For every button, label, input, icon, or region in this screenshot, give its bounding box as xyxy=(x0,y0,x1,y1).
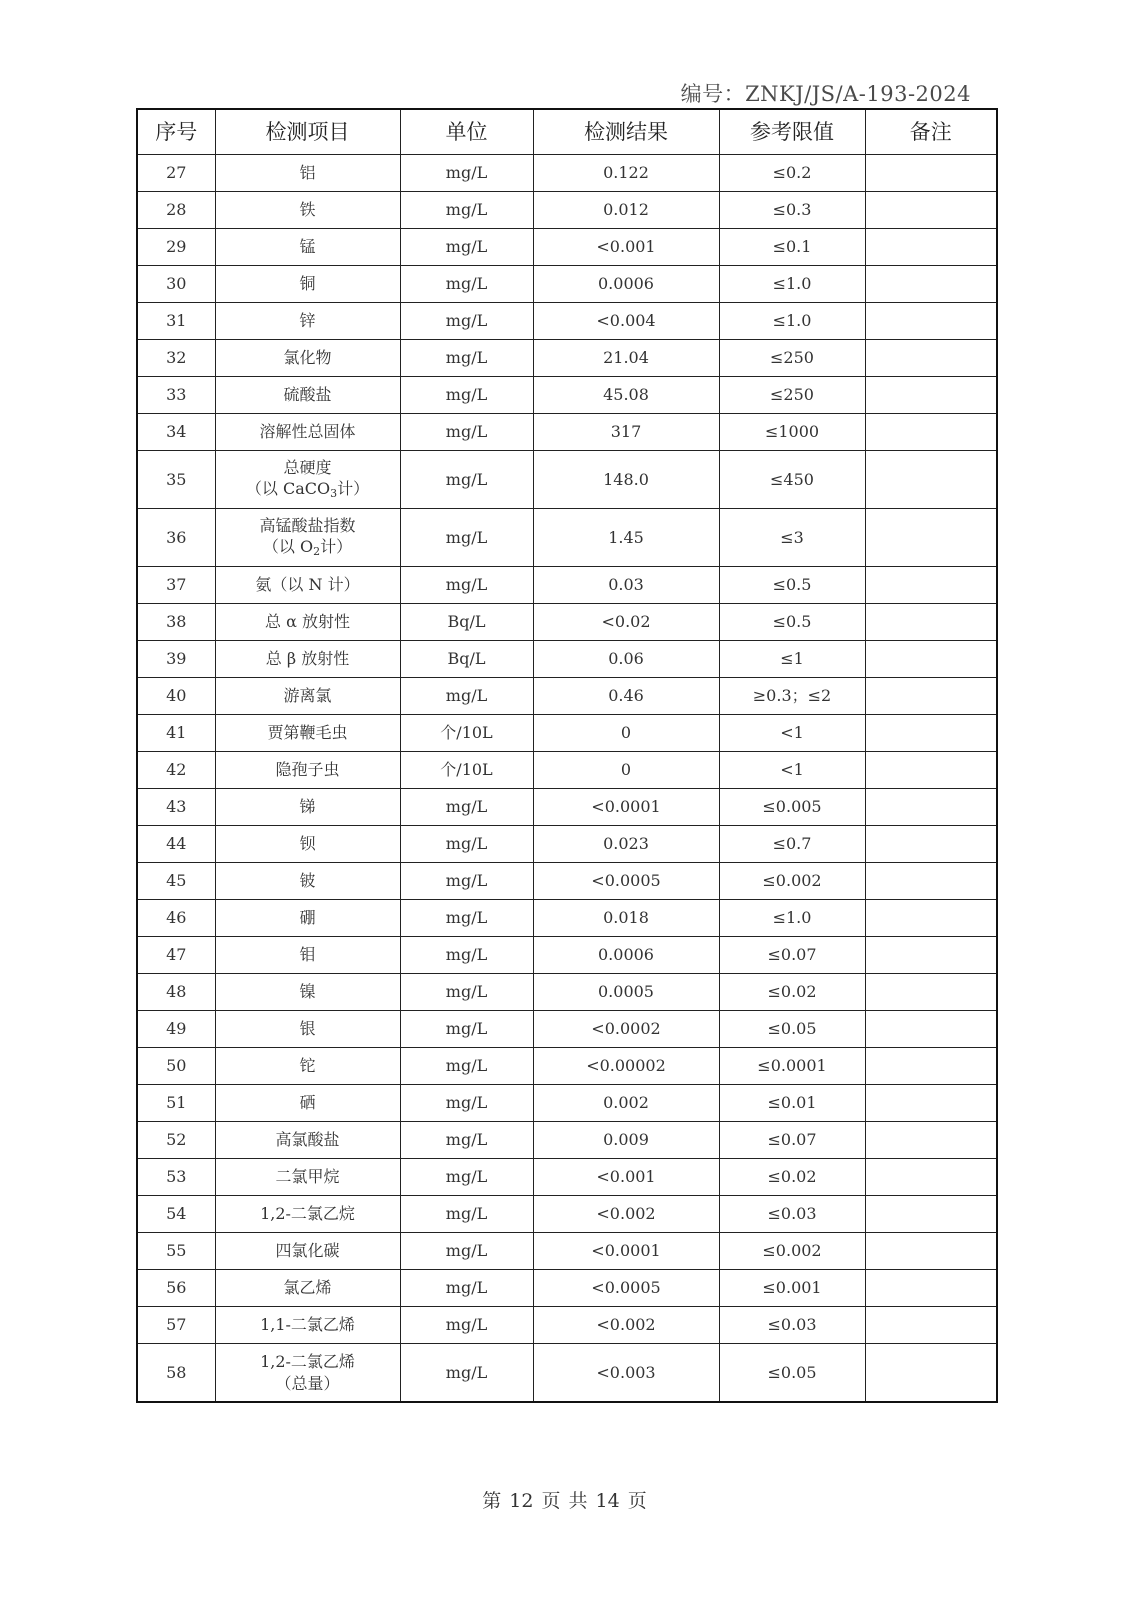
cell-result: 0.06 xyxy=(533,641,719,678)
footer-mid2: 共 xyxy=(568,1490,588,1512)
table-row xyxy=(137,678,997,715)
cell-remark xyxy=(865,414,997,451)
cell-index: 52 xyxy=(137,1122,215,1159)
cell-unit: mg/L xyxy=(400,229,533,266)
cell-unit: mg/L xyxy=(400,974,533,1011)
cell-limit: ≤0.02 xyxy=(719,974,865,1011)
item-name: 氨（以 N 计） xyxy=(255,575,360,595)
table-row xyxy=(137,1233,997,1270)
cell-result: <0.001 xyxy=(533,1159,719,1196)
cell-index: 41 xyxy=(137,715,215,752)
cell-result: 0.023 xyxy=(533,826,719,863)
cell-unit: mg/L xyxy=(400,1122,533,1159)
cell-remark xyxy=(865,303,997,340)
cell-unit: mg/L xyxy=(400,1011,533,1048)
cell-remark xyxy=(865,641,997,678)
cell-item xyxy=(215,1344,400,1403)
cell-unit: mg/L xyxy=(400,678,533,715)
cell-unit: mg/L xyxy=(400,789,533,826)
cell-remark xyxy=(865,509,997,567)
cell-unit: 个/10L xyxy=(400,715,533,752)
cell-result: <0.02 xyxy=(533,604,719,641)
cell-item xyxy=(215,567,400,604)
cell-result: 0 xyxy=(533,715,719,752)
cell-item xyxy=(215,752,400,789)
cell-remark xyxy=(865,1048,997,1085)
cell-remark xyxy=(865,974,997,1011)
cell-unit: mg/L xyxy=(400,266,533,303)
cell-limit: ≤0.002 xyxy=(719,863,865,900)
cell-remark xyxy=(865,1122,997,1159)
cell-limit: ≤1.0 xyxy=(719,900,865,937)
cell-result: 21.04 xyxy=(533,340,719,377)
cell-result: 1.45 xyxy=(533,509,719,567)
footer-suffix: 页 xyxy=(627,1490,647,1512)
table-row xyxy=(137,451,997,509)
item-name: 银 xyxy=(299,1019,316,1039)
cell-limit: ≤250 xyxy=(719,377,865,414)
cell-limit: <1 xyxy=(719,752,865,789)
item-name: 钼 xyxy=(299,945,316,965)
cell-item xyxy=(215,1307,400,1344)
table-row xyxy=(137,192,997,229)
cell-remark xyxy=(865,229,997,266)
cell-result: 317 xyxy=(533,414,719,451)
cell-index: 50 xyxy=(137,1048,215,1085)
cell-unit: mg/L xyxy=(400,1270,533,1307)
item-qualifier-prefix: （以 O xyxy=(262,537,314,557)
cell-result: 0.012 xyxy=(533,192,719,229)
cell-limit: ≤0.002 xyxy=(719,1233,865,1270)
cell-unit: mg/L xyxy=(400,414,533,451)
cell-index: 29 xyxy=(137,229,215,266)
cell-remark xyxy=(865,826,997,863)
item-name: 硫酸盐 xyxy=(283,385,332,405)
footer-prefix: 第 xyxy=(482,1490,502,1512)
cell-item xyxy=(215,192,400,229)
cell-limit: ≤0.03 xyxy=(719,1307,865,1344)
cell-remark xyxy=(865,900,997,937)
cell-remark xyxy=(865,715,997,752)
item-name: 硒 xyxy=(299,1093,316,1113)
item-name: 溶解性总固体 xyxy=(259,422,356,442)
cell-result: 0.122 xyxy=(533,155,719,192)
cell-item xyxy=(215,826,400,863)
cell-unit: mg/L xyxy=(400,509,533,567)
cell-index: 40 xyxy=(137,678,215,715)
footer-mid1: 页 xyxy=(541,1490,561,1512)
cell-remark xyxy=(865,340,997,377)
cell-result: 0.0006 xyxy=(533,937,719,974)
cell-remark xyxy=(865,863,997,900)
cell-index: 36 xyxy=(137,509,215,567)
document-number: 编号：ZNKJ/JS/A-193-2024 xyxy=(680,82,971,106)
cell-item xyxy=(215,1159,400,1196)
cell-index: 58 xyxy=(137,1344,215,1403)
cell-result: <0.0005 xyxy=(533,1270,719,1307)
cell-unit: Bq/L xyxy=(400,641,533,678)
table-row xyxy=(137,509,997,567)
table-body xyxy=(137,155,997,1403)
cell-remark xyxy=(865,1233,997,1270)
cell-limit: ≤0.05 xyxy=(719,1344,865,1403)
item-name: 总硬度 xyxy=(283,457,332,477)
cell-item xyxy=(215,1011,400,1048)
table-row xyxy=(137,1307,997,1344)
cell-index: 32 xyxy=(137,340,215,377)
cell-limit: ≤0.005 xyxy=(719,789,865,826)
cell-index: 39 xyxy=(137,641,215,678)
cell-index: 55 xyxy=(137,1233,215,1270)
item-name: 钡 xyxy=(299,834,316,854)
cell-item xyxy=(215,451,400,509)
cell-index: 45 xyxy=(137,863,215,900)
cell-unit: mg/L xyxy=(400,1307,533,1344)
cell-item xyxy=(215,900,400,937)
cell-result: 0.0005 xyxy=(533,974,719,1011)
cell-item xyxy=(215,414,400,451)
cell-item xyxy=(215,1270,400,1307)
cell-unit: mg/L xyxy=(400,377,533,414)
cell-result: 0.002 xyxy=(533,1085,719,1122)
cell-index: 44 xyxy=(137,826,215,863)
cell-limit: ≤0.1 xyxy=(719,229,865,266)
item-name: 锑 xyxy=(299,797,316,817)
cell-item xyxy=(215,678,400,715)
item-name: 四氯化碳 xyxy=(275,1241,340,1261)
cell-result: 0.03 xyxy=(533,567,719,604)
cell-unit: mg/L xyxy=(400,863,533,900)
cell-unit: mg/L xyxy=(400,826,533,863)
cell-limit: ≤0.001 xyxy=(719,1270,865,1307)
table-row xyxy=(137,900,997,937)
cell-index: 30 xyxy=(137,266,215,303)
item-name: 铍 xyxy=(299,871,316,891)
cell-index: 51 xyxy=(137,1085,215,1122)
item-qualifier xyxy=(216,536,400,560)
table-row xyxy=(137,826,997,863)
table-row xyxy=(137,340,997,377)
table-row xyxy=(137,604,997,641)
table-row xyxy=(137,1085,997,1122)
cell-index: 38 xyxy=(137,604,215,641)
table-row xyxy=(137,1011,997,1048)
item-qualifier-subscript: 2 xyxy=(313,545,321,559)
cell-index: 46 xyxy=(137,900,215,937)
table-row xyxy=(137,641,997,678)
cell-index: 31 xyxy=(137,303,215,340)
cell-item xyxy=(215,509,400,567)
cell-limit: ≤0.2 xyxy=(719,155,865,192)
cell-index: 49 xyxy=(137,1011,215,1048)
cell-item xyxy=(215,641,400,678)
item-name: 高锰酸盐指数 xyxy=(259,515,356,535)
item-name: 1,1-二氯乙烯 xyxy=(260,1315,355,1335)
header-index: 序号 xyxy=(137,109,215,155)
cell-limit: ≤1 xyxy=(719,641,865,678)
item-name: 铁 xyxy=(299,200,316,220)
cell-remark xyxy=(865,567,997,604)
cell-result: 148.0 xyxy=(533,451,719,509)
cell-remark xyxy=(865,266,997,303)
table-row xyxy=(137,752,997,789)
cell-remark xyxy=(865,1344,997,1403)
cell-remark xyxy=(865,752,997,789)
cell-remark xyxy=(865,1270,997,1307)
cell-result: <0.002 xyxy=(533,1307,719,1344)
cell-index: 53 xyxy=(137,1159,215,1196)
cell-index: 37 xyxy=(137,567,215,604)
cell-limit: ≤3 xyxy=(719,509,865,567)
item-name: 锌 xyxy=(299,311,316,331)
cell-remark xyxy=(865,1196,997,1233)
cell-unit: mg/L xyxy=(400,567,533,604)
cell-item xyxy=(215,863,400,900)
cell-result: 0.018 xyxy=(533,900,719,937)
table-row xyxy=(137,1196,997,1233)
cell-result: <0.001 xyxy=(533,229,719,266)
item-name: 氯乙烯 xyxy=(283,1278,332,1298)
table-row xyxy=(137,266,997,303)
cell-limit: ≤1000 xyxy=(719,414,865,451)
cell-item xyxy=(215,303,400,340)
item-name: 氯化物 xyxy=(283,348,332,368)
cell-result: 0.0006 xyxy=(533,266,719,303)
cell-limit: ≤0.07 xyxy=(719,937,865,974)
cell-remark xyxy=(865,1085,997,1122)
cell-remark xyxy=(865,604,997,641)
cell-item xyxy=(215,1233,400,1270)
cell-unit: mg/L xyxy=(400,900,533,937)
cell-remark xyxy=(865,377,997,414)
cell-item xyxy=(215,937,400,974)
cell-item xyxy=(215,266,400,303)
cell-remark xyxy=(865,451,997,509)
table-row xyxy=(137,1344,997,1403)
table-row xyxy=(137,789,997,826)
table-row xyxy=(137,1122,997,1159)
item-name: 铜 xyxy=(299,274,316,294)
item-name: 镍 xyxy=(299,982,316,1002)
item-name: 铊 xyxy=(299,1056,316,1076)
item-name: 铝 xyxy=(299,163,316,183)
item-name: 锰 xyxy=(299,237,316,257)
item-qualifier-subscript: 3 xyxy=(330,487,338,501)
cell-remark xyxy=(865,678,997,715)
cell-result: 45.08 xyxy=(533,377,719,414)
cell-unit: 个/10L xyxy=(400,752,533,789)
cell-unit: mg/L xyxy=(400,155,533,192)
cell-index: 48 xyxy=(137,974,215,1011)
cell-result: <0.0001 xyxy=(533,1233,719,1270)
cell-unit: mg/L xyxy=(400,937,533,974)
cell-item xyxy=(215,715,400,752)
item-name: 硼 xyxy=(299,908,316,928)
cell-unit: mg/L xyxy=(400,1085,533,1122)
item-name: 1,2-二氯乙烯 xyxy=(260,1351,355,1371)
cell-result: <0.004 xyxy=(533,303,719,340)
cell-unit: mg/L xyxy=(400,192,533,229)
cell-remark xyxy=(865,155,997,192)
cell-index: 35 xyxy=(137,451,215,509)
cell-index: 43 xyxy=(137,789,215,826)
cell-item xyxy=(215,974,400,1011)
cell-index: 56 xyxy=(137,1270,215,1307)
cell-index: 34 xyxy=(137,414,215,451)
table-row xyxy=(137,303,997,340)
cell-item xyxy=(215,229,400,266)
item-qualifier-suffix: 计） xyxy=(337,479,370,499)
cell-limit: ≤0.5 xyxy=(719,604,865,641)
cell-unit: mg/L xyxy=(400,303,533,340)
cell-limit: ≤0.0001 xyxy=(719,1048,865,1085)
cell-remark xyxy=(865,1307,997,1344)
item-name: 总 β 放射性 xyxy=(265,649,350,669)
cell-limit: ≤1.0 xyxy=(719,266,865,303)
item-name: 高氯酸盐 xyxy=(275,1130,340,1150)
cell-limit: ≥0.3；≤2 xyxy=(719,678,865,715)
cell-unit: mg/L xyxy=(400,1344,533,1403)
item-name: 总 α 放射性 xyxy=(265,612,350,632)
cell-result: <0.0001 xyxy=(533,789,719,826)
table-row xyxy=(137,1048,997,1085)
header-item: 检测项目 xyxy=(215,109,400,155)
cell-index: 33 xyxy=(137,377,215,414)
cell-unit: mg/L xyxy=(400,340,533,377)
cell-unit: mg/L xyxy=(400,1233,533,1270)
cell-item xyxy=(215,1196,400,1233)
cell-remark xyxy=(865,1011,997,1048)
cell-limit: <1 xyxy=(719,715,865,752)
cell-limit: ≤450 xyxy=(719,451,865,509)
cell-index: 28 xyxy=(137,192,215,229)
table-row xyxy=(137,715,997,752)
table-row xyxy=(137,974,997,1011)
cell-item xyxy=(215,1122,400,1159)
cell-result: <0.0002 xyxy=(533,1011,719,1048)
cell-limit: ≤0.5 xyxy=(719,567,865,604)
cell-limit: ≤0.01 xyxy=(719,1085,865,1122)
header-unit: 单位 xyxy=(400,109,533,155)
item-qualifier xyxy=(216,1373,400,1395)
cell-result: 0 xyxy=(533,752,719,789)
cell-index: 54 xyxy=(137,1196,215,1233)
item-name: 游离氯 xyxy=(283,686,332,706)
cell-result: <0.00002 xyxy=(533,1048,719,1085)
table-row xyxy=(137,1159,997,1196)
cell-result: <0.002 xyxy=(533,1196,719,1233)
test-results-table xyxy=(136,108,998,1403)
table-header-row xyxy=(137,109,997,155)
cell-result: 0.009 xyxy=(533,1122,719,1159)
cell-result: <0.003 xyxy=(533,1344,719,1403)
cell-result: <0.0005 xyxy=(533,863,719,900)
table-row xyxy=(137,1270,997,1307)
cell-limit: ≤0.02 xyxy=(719,1159,865,1196)
cell-unit: mg/L xyxy=(400,1048,533,1085)
cell-unit: mg/L xyxy=(400,451,533,509)
table-row xyxy=(137,414,997,451)
item-name: 二氯甲烷 xyxy=(275,1167,340,1187)
cell-item xyxy=(215,377,400,414)
cell-unit: Bq/L xyxy=(400,604,533,641)
table-row xyxy=(137,229,997,266)
cell-limit: ≤0.3 xyxy=(719,192,865,229)
table-row xyxy=(137,863,997,900)
table-row xyxy=(137,937,997,974)
item-qualifier-prefix: （以 CaCO xyxy=(245,479,331,499)
cell-item xyxy=(215,1048,400,1085)
cell-item xyxy=(215,340,400,377)
cell-item xyxy=(215,155,400,192)
page-footer xyxy=(0,1486,1129,1513)
item-qualifier-suffix: 计） xyxy=(320,537,353,557)
header-result: 检测结果 xyxy=(533,109,719,155)
cell-limit: ≤0.05 xyxy=(719,1011,865,1048)
cell-result: 0.46 xyxy=(533,678,719,715)
table-row xyxy=(137,567,997,604)
item-qualifier-prefix: （总量） xyxy=(275,1373,340,1393)
cell-limit: ≤0.7 xyxy=(719,826,865,863)
cell-item xyxy=(215,789,400,826)
footer-total-pages: 14 xyxy=(595,1490,620,1512)
item-name: 1,2-二氯乙烷 xyxy=(260,1204,355,1224)
cell-remark xyxy=(865,937,997,974)
item-name: 贾第鞭毛虫 xyxy=(267,723,348,743)
cell-unit: mg/L xyxy=(400,1159,533,1196)
cell-index: 27 xyxy=(137,155,215,192)
item-qualifier xyxy=(216,478,400,502)
cell-remark xyxy=(865,789,997,826)
cell-index: 47 xyxy=(137,937,215,974)
cell-index: 57 xyxy=(137,1307,215,1344)
cell-limit: ≤250 xyxy=(719,340,865,377)
cell-item xyxy=(215,1085,400,1122)
table-row xyxy=(137,155,997,192)
cell-limit: ≤1.0 xyxy=(719,303,865,340)
cell-limit: ≤0.07 xyxy=(719,1122,865,1159)
cell-unit: mg/L xyxy=(400,1196,533,1233)
cell-remark xyxy=(865,192,997,229)
header-limit: 参考限值 xyxy=(719,109,865,155)
cell-remark xyxy=(865,1159,997,1196)
cell-limit: ≤0.03 xyxy=(719,1196,865,1233)
header-remark: 备注 xyxy=(865,109,997,155)
cell-index: 42 xyxy=(137,752,215,789)
cell-item xyxy=(215,604,400,641)
item-name: 隐孢子虫 xyxy=(275,760,340,780)
table-row xyxy=(137,377,997,414)
footer-current-page: 12 xyxy=(509,1490,534,1512)
